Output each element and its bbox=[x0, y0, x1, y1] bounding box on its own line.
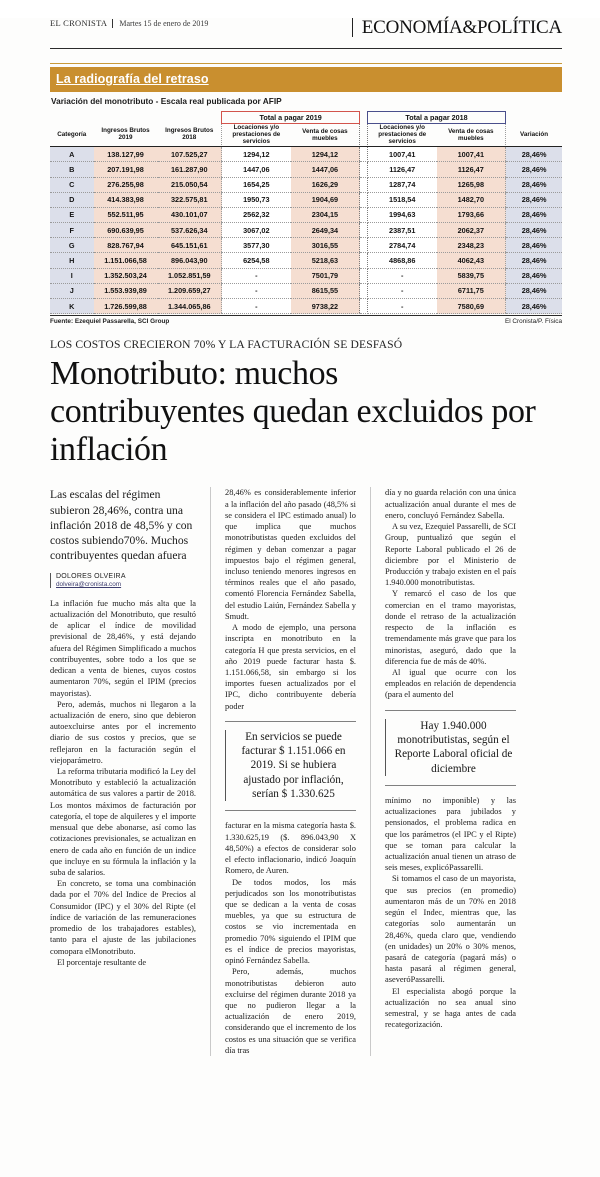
pullquote-2-bar bbox=[385, 719, 386, 776]
article-lead: Las escalas del régimen subieron 28,46%, contra una inflación 2018 de 48,5% y con costos subiendo70%. Muchos contribuyentes quedan afuera bbox=[50, 488, 193, 562]
locaciones-2018-cell: 1518,54 bbox=[367, 192, 436, 207]
variacion-cell: 28,46% bbox=[506, 238, 562, 253]
variacion-cell: 28,46% bbox=[506, 162, 562, 177]
locaciones-2019-cell: 3577,30 bbox=[222, 238, 291, 253]
monotributo-table bbox=[50, 111, 562, 314]
article-paragraph: facturar en la misma categoría hasta $. 1.330.625,19 ($. 896.043,90 X 48,50%) a efectos de considerar solo el efecto inflacionario, indicó Joaquín Romero, de Auren. bbox=[225, 821, 356, 876]
locaciones-2019-cell: 1447,06 bbox=[222, 162, 291, 177]
category-cell: C bbox=[50, 177, 94, 192]
row-separator bbox=[360, 283, 368, 298]
article-paragraph: En concreto, se toma una combinación dada por el 70% del Indice de Precios al Consumidor (IPC) y el 30% del Ripte (el índice de variación de las remuneraciones promedio de los trabajadores estables), tanto para el ajuste de las jubilaciones comopara elMonotributo. bbox=[50, 879, 196, 956]
category-cell: H bbox=[50, 253, 94, 268]
venta-muebles-2019-cell: 3016,55 bbox=[291, 238, 360, 253]
masthead-left bbox=[50, 18, 352, 28]
category-cell: D bbox=[50, 192, 94, 207]
infographic bbox=[50, 63, 562, 325]
col-header-ib2018: Ingresos Brutos 2018 bbox=[165, 127, 214, 142]
variacion-cell: 28,46% bbox=[506, 223, 562, 238]
article-column-2 bbox=[210, 487, 370, 1056]
venta-muebles-2019-cell: 9738,22 bbox=[291, 299, 360, 314]
category-cell: I bbox=[50, 268, 94, 283]
venta-muebles-2019-cell: 1904,69 bbox=[291, 192, 360, 207]
col-header-categoria: Categoría bbox=[57, 130, 87, 138]
variacion-cell: 28,46% bbox=[506, 268, 562, 283]
locaciones-2019-cell: - bbox=[222, 268, 291, 283]
category-cell: A bbox=[50, 147, 94, 162]
pullquote-2 bbox=[385, 710, 516, 786]
ingresos-brutos-2018-cell: 107.525,27 bbox=[158, 147, 222, 162]
category-cell: E bbox=[50, 207, 94, 222]
ingresos-brutos-2019-cell: 1.726.599,88 bbox=[94, 299, 158, 314]
ingresos-brutos-2019-cell: 414.383,98 bbox=[94, 192, 158, 207]
locaciones-2018-cell: 1287,74 bbox=[367, 177, 436, 192]
ingresos-brutos-2019-cell: 552.511,95 bbox=[94, 207, 158, 222]
category-cell: G bbox=[50, 238, 94, 253]
venta-muebles-2018-cell: 1793,66 bbox=[437, 207, 506, 222]
locaciones-2018-cell: - bbox=[367, 283, 436, 298]
locaciones-2018-cell: 2784,74 bbox=[367, 238, 436, 253]
article-paragraph: Pero, además, muchos monotributistas debieron auto excluirse del régimen durante 2018 ya que no pudieron llegar a la actualización de enero 2019, considerando que el incremento de los costos es una situación que se verifica día tras bbox=[225, 967, 356, 1055]
ingresos-brutos-2019-cell: 690.639,95 bbox=[94, 223, 158, 238]
row-separator bbox=[360, 238, 368, 253]
table-row bbox=[50, 177, 562, 192]
pullquote-1 bbox=[225, 721, 356, 812]
article-paragraph: El especialista abogó porque la actualización no sea anual sino semestral, y se haga antes de cada recategorización. bbox=[385, 986, 516, 1030]
article-column-3-bottom bbox=[385, 795, 516, 1031]
group-spacer-ib2018 bbox=[158, 112, 222, 124]
group-spacer-ib2019 bbox=[94, 112, 158, 124]
col-header-venta2019: Venta de cosas muebles bbox=[302, 127, 348, 142]
variacion-cell: 28,46% bbox=[506, 207, 562, 222]
col-header-venta2018: Venta de cosas muebles bbox=[448, 127, 494, 142]
row-separator bbox=[360, 192, 368, 207]
article-column-2-bottom bbox=[225, 820, 356, 1056]
infographic-subtitle: Variación del monotributo - Escala real publicada por AFIP bbox=[51, 96, 282, 106]
newspaper-page bbox=[0, 18, 600, 1177]
table-row bbox=[50, 207, 562, 222]
col-header-variacion: Variación bbox=[506, 124, 562, 146]
venta-muebles-2019-cell: 7501,79 bbox=[291, 268, 360, 283]
article-column-1-text bbox=[50, 598, 196, 968]
article-paragraph: Pero, además, muchos ni llegaron a la actualización de enero, sino que debieron autoexcluirse antes por el incremento diario de sus costos y precios, que se reflejaron en la facturación según el viejoparámetro. bbox=[50, 699, 196, 765]
row-separator bbox=[360, 299, 368, 314]
article-paragraph: Y remarcó el caso de los que comercian en el tramo mayoristas, donde el retraso de la actualización respecto de la inflación es tremendamente más grave que para los minoristas, aseguró, dado que la diferencia fue de más de 40%. bbox=[385, 589, 516, 666]
locaciones-2019-cell: - bbox=[222, 299, 291, 314]
infographic-title-bar bbox=[50, 67, 562, 92]
article-column-1 bbox=[50, 487, 210, 1056]
group-spacer-left bbox=[50, 112, 94, 124]
locaciones-2018-cell: 1994,63 bbox=[367, 207, 436, 222]
table-row bbox=[50, 192, 562, 207]
venta-muebles-2019-cell: 5218,63 bbox=[291, 253, 360, 268]
ingresos-brutos-2019-cell: 138.127,99 bbox=[94, 147, 158, 162]
venta-muebles-2018-cell: 2062,37 bbox=[437, 223, 506, 238]
venta-muebles-2018-cell: 2348,23 bbox=[437, 238, 506, 253]
byline-author: DOLORES OLVEIRA bbox=[56, 572, 126, 580]
locaciones-2018-cell: - bbox=[367, 299, 436, 314]
category-cell: B bbox=[50, 162, 94, 177]
publication-name: EL CRONISTA bbox=[50, 18, 108, 28]
byline-email[interactable]: dolveira@cronista.com bbox=[56, 580, 122, 588]
pullquote-2-text: Hay 1.940.000 monotributistas, según el Reporte Laboral oficial de diciembre bbox=[394, 719, 513, 775]
article-paragraph: La reforma tributaria modificó la Ley del Monotributo y estableció la actualización automática de sus valores a partir de 2018. Los montos máximos de facturación por categoría, el tope de alquileres y el importe mensual que debe abonarse, así como las cotizaciones previsionales, se actualizan en enero de cada año en función de un indice que incluye en su fórmula la inflación y la suba de salarios. bbox=[50, 767, 196, 877]
table-row bbox=[50, 268, 562, 283]
byline bbox=[50, 573, 196, 588]
venta-muebles-2019-cell: 1447,06 bbox=[291, 162, 360, 177]
locaciones-2019-cell: 3067,02 bbox=[222, 223, 291, 238]
article-paragraph: Al igual que ocurre con los empleados en relación de dependencia (para el aumento del bbox=[385, 667, 516, 700]
group-header-2019: Total a pagar 2019 bbox=[222, 112, 360, 124]
venta-muebles-2019-cell: 1626,29 bbox=[291, 177, 360, 192]
row-separator bbox=[360, 223, 368, 238]
locaciones-2018-cell: 4868,86 bbox=[367, 253, 436, 268]
ingresos-brutos-2018-cell: 537.626,34 bbox=[158, 223, 222, 238]
locaciones-2019-cell: 1294,12 bbox=[222, 147, 291, 162]
ingresos-brutos-2019-cell: 276.255,98 bbox=[94, 177, 158, 192]
ingresos-brutos-2018-cell: 896.043,90 bbox=[158, 253, 222, 268]
row-separator bbox=[360, 268, 368, 283]
article-headline: Monotributo: muchos contribuyentes quedan excluidos por inflación bbox=[50, 355, 536, 469]
venta-muebles-2018-cell: 1126,47 bbox=[437, 162, 506, 177]
article-paragraph: día y no guarda relación con una única actualización anual durante el mes de enero, concluyó Fernández Sabella. bbox=[385, 488, 516, 520]
article-paragraph: De todos modos, los más perjudicados son los monotributistas que se dedican a la venta de cosas muebles, ya que su estructura de costos se vio incrementada en promedio 70% siguiendo el IPIM que es el índice de precios mayoristas, opinó Fernández Sabella. bbox=[225, 877, 356, 966]
ingresos-brutos-2018-cell: 215.050,54 bbox=[158, 177, 222, 192]
table-body bbox=[50, 147, 562, 314]
article-paragraph: Si tomamos el caso de un mayorista, que sus precios (en promedio) aumentaron más de un 70% en 2018 según el Indec, mientras que, las categorías solo aumentarán un 28,46%, queda claro que, vendiendo (en unidades) un 20% o 30% menos, pasará de categoría (pagará más) o hasta pasará al régimen general, aseveróPassarelli. bbox=[385, 874, 516, 985]
table-row bbox=[50, 283, 562, 298]
col-header-loc2018: Locaciones y/o prestaciones de servicios bbox=[378, 124, 427, 146]
article-paragraph: 28,46% es considerablemente inferior a la inflación del año pasado (48,5% si se considera el IPC estimado anual) lo que implica que muchos monotributistas queden excluidos del régimen y deban comenzar a pagar impuestos bajo el régimen general, incluso teniendo menores ingresos en términos reales que el año pasado, comentó Florencia Fernández Sabella, del estudio Laiún, Fernández Sabella y Smudt. bbox=[225, 488, 356, 621]
article-column-3 bbox=[370, 487, 530, 1056]
venta-muebles-2018-cell: 1482,70 bbox=[437, 192, 506, 207]
infographic-source: Fuente: Ezequiel Passarella, SCI Group bbox=[50, 318, 170, 326]
ingresos-brutos-2018-cell: 322.575,81 bbox=[158, 192, 222, 207]
variacion-cell: 28,46% bbox=[506, 147, 562, 162]
column-header-row bbox=[50, 124, 562, 146]
ingresos-brutos-2018-cell: 645.151,61 bbox=[158, 238, 222, 253]
variacion-cell: 28,46% bbox=[506, 253, 562, 268]
venta-muebles-2018-cell: 6711,75 bbox=[437, 283, 506, 298]
article-paragraph: A su vez, Ezequiel Passarelli, de SCI Group, puntualizó que según el Reporte Laboral publicado el 26 de diciembre por el Ministerio de Producción y trabajo existen en el país 1.940.000 monotributistas. bbox=[385, 522, 516, 588]
locaciones-2018-cell: 2387,51 bbox=[367, 223, 436, 238]
article-kicker: LOS COSTOS CRECIERON 70% Y LA FACTURACIÓN SE DESFASÓ bbox=[50, 338, 403, 352]
table-row bbox=[50, 223, 562, 238]
table-row bbox=[50, 238, 562, 253]
venta-muebles-2019-cell: 8615,55 bbox=[291, 283, 360, 298]
ingresos-brutos-2019-cell: 828.767,94 bbox=[94, 238, 158, 253]
group-spacer-right bbox=[506, 112, 562, 124]
variacion-cell: 28,46% bbox=[506, 192, 562, 207]
ingresos-brutos-2019-cell: 1.352.503,24 bbox=[94, 268, 158, 283]
article-body bbox=[50, 487, 562, 1056]
locaciones-2019-cell: - bbox=[222, 283, 291, 298]
masthead-divider bbox=[50, 48, 562, 49]
group-spacer-mid bbox=[360, 112, 368, 124]
ingresos-brutos-2018-cell: 161.287,90 bbox=[158, 162, 222, 177]
article-paragraph: mínimo no imponible) y las actualizaciones para jubilados y pensionados, el problema radica en que los parámetros (el IPC y el Ripte) que se toman para calcular la actualización anual tienen un atraso de seis meses, explicóPassarelli. bbox=[385, 795, 516, 873]
article-paragraph: A modo de ejemplo, una persona inscripta en monotributo en la categoría H que presta servicios, en el año 2019 puede facturar hasta $. 1.151.066,58, sin embargo si los importes fuesen actualizados por el IPC, dicho contribuyente debería poder bbox=[225, 623, 356, 711]
ingresos-brutos-2019-cell: 207.191,98 bbox=[94, 162, 158, 177]
article-column-3-top bbox=[385, 487, 516, 700]
row-separator bbox=[360, 147, 368, 162]
section-title: ECONOMÍA&POLÍTICA bbox=[352, 18, 562, 37]
col-header-separator bbox=[360, 124, 368, 146]
ingresos-brutos-2018-cell: 1.052.851,59 bbox=[158, 268, 222, 283]
venta-muebles-2019-cell: 2304,15 bbox=[291, 207, 360, 222]
venta-muebles-2019-cell: 2649,34 bbox=[291, 223, 360, 238]
ingresos-brutos-2019-cell: 1.151.066,58 bbox=[94, 253, 158, 268]
category-cell: F bbox=[50, 223, 94, 238]
locaciones-2019-cell: 1654,25 bbox=[222, 177, 291, 192]
table-row bbox=[50, 162, 562, 177]
ingresos-brutos-2018-cell: 1.209.659,27 bbox=[158, 283, 222, 298]
locaciones-2019-cell: 2562,32 bbox=[222, 207, 291, 222]
locaciones-2018-cell: - bbox=[367, 268, 436, 283]
variacion-cell: 28,46% bbox=[506, 299, 562, 314]
variacion-cell: 28,46% bbox=[506, 177, 562, 192]
venta-muebles-2018-cell: 5839,75 bbox=[437, 268, 506, 283]
table-row bbox=[50, 147, 562, 162]
masthead bbox=[50, 18, 562, 44]
category-cell: J bbox=[50, 283, 94, 298]
article-paragraph: El porcentaje resultante de bbox=[57, 957, 147, 967]
group-header-2018: Total a pagar 2018 bbox=[367, 112, 505, 124]
pullquote-1-bar bbox=[225, 730, 226, 802]
category-cell: K bbox=[50, 299, 94, 314]
col-header-ib2019: Ingresos Brutos 2019 bbox=[101, 127, 150, 142]
locaciones-2019-cell: 1950,73 bbox=[222, 192, 291, 207]
infographic-footer bbox=[50, 315, 562, 325]
pullquote-1-text: En servicios se puede facturar $ 1.151.066 en 2019. Si se hubiera ajustado por inflación, serían $ 1.330.625 bbox=[241, 730, 346, 801]
variacion-cell: 28,46% bbox=[506, 283, 562, 298]
locaciones-2018-cell: 1126,47 bbox=[367, 162, 436, 177]
publication-date: Martes 15 de enero de 2019 bbox=[112, 19, 208, 28]
article-column-2-top bbox=[225, 487, 356, 711]
venta-muebles-2018-cell: 1007,41 bbox=[437, 147, 506, 162]
venta-muebles-2018-cell: 4062,43 bbox=[437, 253, 506, 268]
row-separator bbox=[360, 177, 368, 192]
ingresos-brutos-2018-cell: 1.344.065,86 bbox=[158, 299, 222, 314]
col-header-loc2019: Locaciones y/o prestaciones de servicios bbox=[222, 124, 291, 146]
venta-muebles-2018-cell: 1265,98 bbox=[437, 177, 506, 192]
locaciones-2019-cell: 6254,58 bbox=[222, 253, 291, 268]
row-separator bbox=[360, 162, 368, 177]
row-separator bbox=[360, 207, 368, 222]
table-row bbox=[50, 299, 562, 314]
table-head bbox=[50, 112, 562, 147]
row-separator bbox=[360, 253, 368, 268]
venta-muebles-2019-cell: 1294,12 bbox=[291, 147, 360, 162]
venta-muebles-2018-cell: 7580,69 bbox=[437, 299, 506, 314]
infographic-title: La radiografía del retraso bbox=[56, 72, 209, 86]
ingresos-brutos-2019-cell: 1.553.939,89 bbox=[94, 283, 158, 298]
table-row bbox=[50, 253, 562, 268]
infographic-credit: El Cronista/P. Física bbox=[504, 318, 562, 326]
ingresos-brutos-2018-cell: 430.101,07 bbox=[158, 207, 222, 222]
group-header-row bbox=[50, 112, 562, 124]
article-paragraph: La inflación fue mucho más alta que la actualización del Monotributo, que resultó de aplicar el índice de movilidad previsional de 28,46%, y está dejando afuera del Régimen Simplificado a muchos contribuyentes, sobre todo a los que se dedican a venta de bienes, cuyos costos aumentaron 70%, según el IPIM (precios mayoristas). bbox=[50, 598, 196, 698]
locaciones-2018-cell: 1007,41 bbox=[367, 147, 436, 162]
